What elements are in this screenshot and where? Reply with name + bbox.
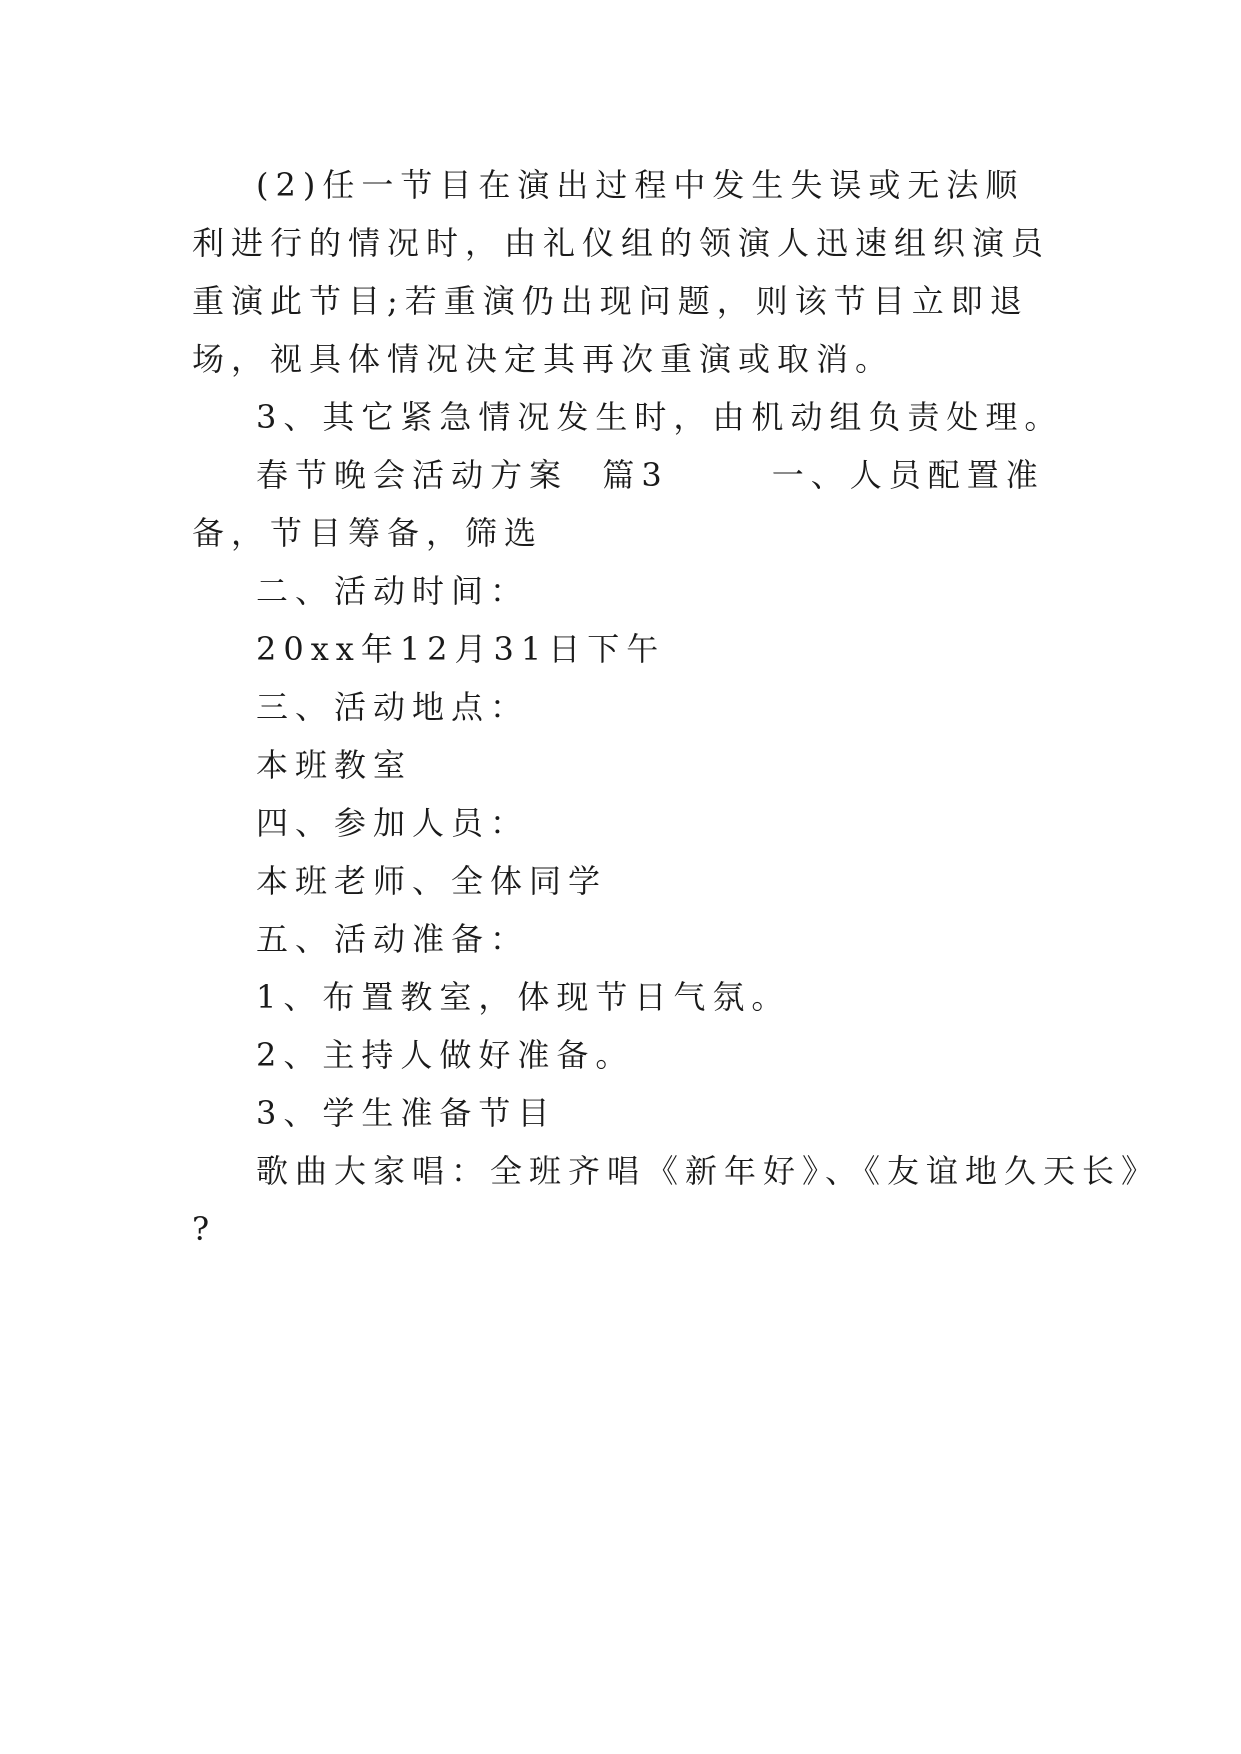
activity-location: 本班教室 [256, 746, 413, 784]
paragraph-emergency: 3、其它紧急情况发生时，由机动组负责处理。 [256, 398, 1064, 436]
activity-time: 20xx年12月31日下午 [256, 630, 666, 668]
section-heading-location: 三、活动地点： [256, 688, 530, 726]
preparation-item-1: 1、布置教室，体现节日气氛。 [256, 978, 791, 1016]
section-heading-participants: 四、参加人员： [256, 804, 530, 842]
paragraph-plan-heading: 春节晚会活动方案 篇3 一、人员配置准备，节目筹备，筛选 [192, 456, 1045, 552]
song-program: 歌曲大家唱：全班齐唱《新年好》、《友谊地久天长》 [256, 1152, 1161, 1190]
preparation-item-2: 2、主持人做好准备。 [256, 1036, 635, 1074]
paragraph-rehearsal-rule: (2)任一节目在演出过程中发生失误或无法顺利进行的情况时，由礼仪组的领演人迅速组织演员重演此节目;若重演仍出现问题，则该节目立即退场，视具体情况决定其再次重演或取消。 [192, 166, 1051, 378]
preparation-item-3: 3、学生准备节目 [256, 1094, 557, 1132]
section-heading-preparation: 五、活动准备： [256, 920, 530, 958]
section-heading-time: 二、活动时间： [256, 572, 530, 610]
participants: 本班老师、全体同学 [256, 862, 608, 900]
stray-question-mark: ? [192, 1210, 217, 1248]
